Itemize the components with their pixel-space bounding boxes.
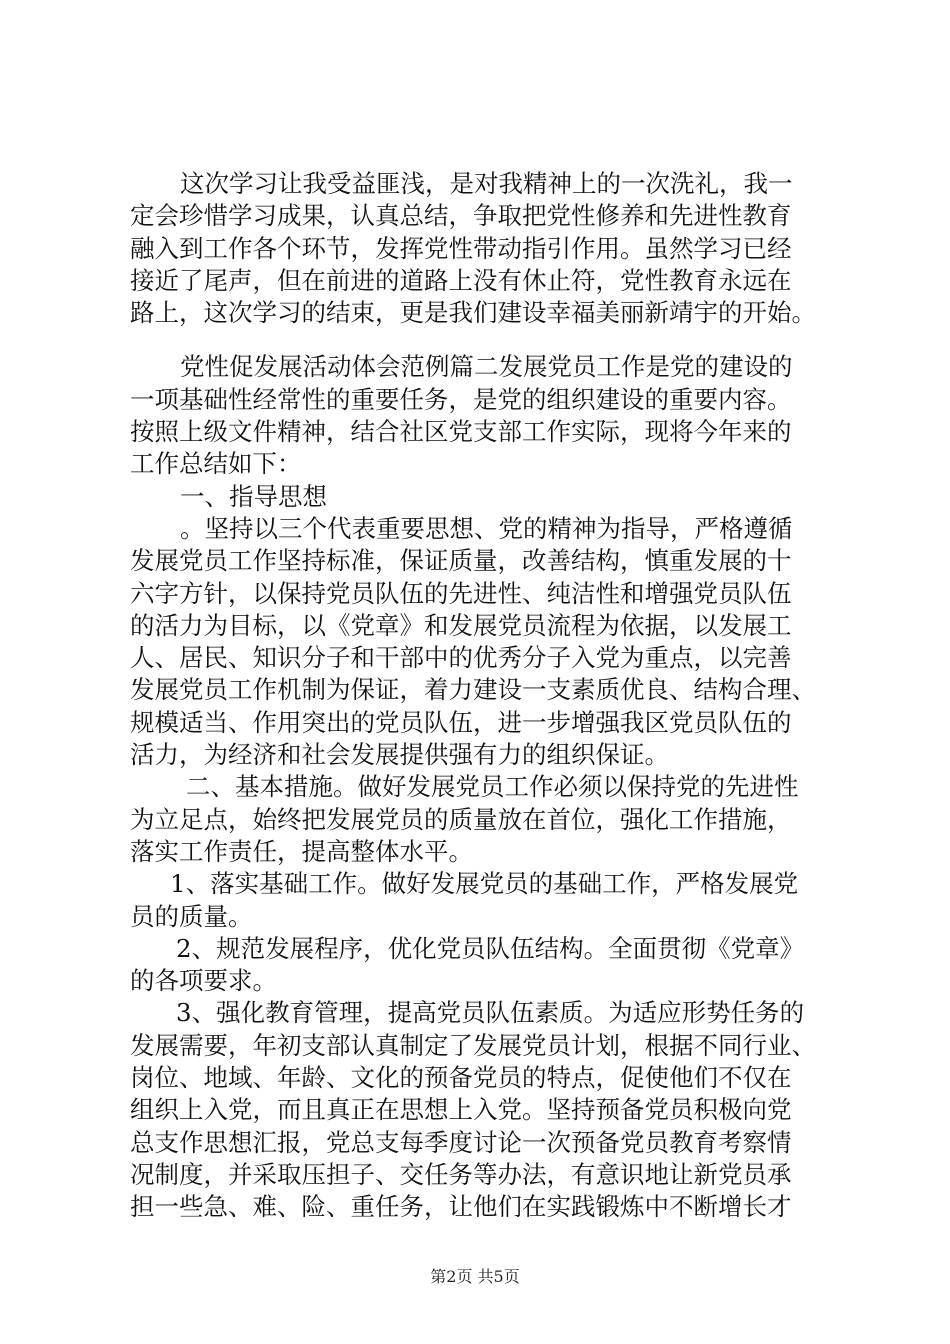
text-line: 按照上级文件精神，结合社区党支部工作实际，现将今年来的 — [130, 417, 792, 447]
text-line: 的活力为目标，以《党章》和发展党员流程为依据，以发展工 — [130, 610, 792, 640]
text-line: 总支作思想汇报，党总支每季度讨论一次预备党员教育考察情 — [130, 1127, 792, 1157]
section-heading: 一、指导思想 — [180, 481, 327, 511]
text-line: 发展党员工作机制为保证，着力建设一支素质优良、结构合理、 — [130, 675, 816, 705]
text-line: 六字方针，以保持党员队伍的先进性、纯洁性和增强党员队伍 — [130, 578, 792, 608]
text-line: 为立足点，始终把发展党员的质量放在首位，强化工作措施， — [130, 804, 792, 834]
text-line: 员的质量。 — [130, 901, 253, 931]
text-line: 担一些急、难、险、重任务，让他们在实践锻炼中不断增长才 — [130, 1192, 792, 1222]
text-line: 的各项要求。 — [130, 966, 277, 996]
text-line: 组织上入党，而且真正在思想上入党。坚持预备党员积极向党 — [130, 1095, 792, 1125]
text-line: 落实工作责任，提高整体水平。 — [130, 836, 473, 866]
text-line: 规模适当、作用突出的党员队伍，进一步增强我区党员队伍的 — [130, 707, 792, 737]
text-line: 一项基础性经常性的重要任务，是党的组织建设的重要内容。 — [130, 384, 792, 414]
text-line: 发展需要，年初支部认真制定了发展党员计划，根据不同行业、 — [130, 1030, 816, 1060]
text-line: 路上，这次学习的结束，更是我们建设幸福美丽新靖宇的开始。 — [130, 298, 816, 328]
text-line: 接近了尾声，但在前进的道路上没有休止符，党性教育永远在 — [130, 265, 792, 295]
page-footer: 第2页 共5页 — [430, 1267, 520, 1286]
list-item: 3、强化教育管理，提高党员队伍素质。为适应形势任务的 — [176, 998, 805, 1028]
text-line: 定会珍惜学习成果，认真总结，争取把党性修养和先进性教育 — [130, 201, 792, 231]
text-line: 这次学习让我受益匪浅，是对我精神上的一次洗礼，我一 — [180, 169, 793, 198]
text-line: 况制度，并采取压担子、交任务等办法，有意识地让新党员承 — [130, 1159, 792, 1189]
text-line: 人、居民、知识分子和干部中的优秀分子入党为重点，以完善 — [130, 643, 792, 673]
text-line: 活力，为经济和社会发展提供强有力的组织保证。 — [130, 740, 669, 770]
text-line: 融入到工作各个环节，发挥党性带动指引作用。虽然学习已经 — [130, 233, 792, 263]
text-line: 。坚持以三个代表重要思想、党的精神为指导，严格遵循 — [180, 513, 793, 543]
paragraph-gap — [130, 329, 840, 351]
text-line: 工作总结如下： — [130, 449, 302, 479]
text-line: 发展党员工作坚持标准，保证质量，改善结构，慎重发展的十 — [130, 546, 792, 576]
list-item: 1、落实基础工作。做好发展党员的基础工作，严格发展党 — [170, 869, 799, 899]
document-body — [130, 168, 840, 1224]
text-line: 党性促发展活动体会范例篇二发展党员工作是党的建设的 — [180, 352, 793, 382]
list-item: 2、规范发展程序，优化党员队伍结构。全面贯彻《党章》 — [176, 933, 805, 963]
text-line: 岗位、地域、年龄、文化的预备党员的特点，促使他们不仅在 — [130, 1063, 792, 1093]
section-heading: 二、基本措施。做好发展党员工作必须以保持党的先进性 — [186, 772, 799, 802]
